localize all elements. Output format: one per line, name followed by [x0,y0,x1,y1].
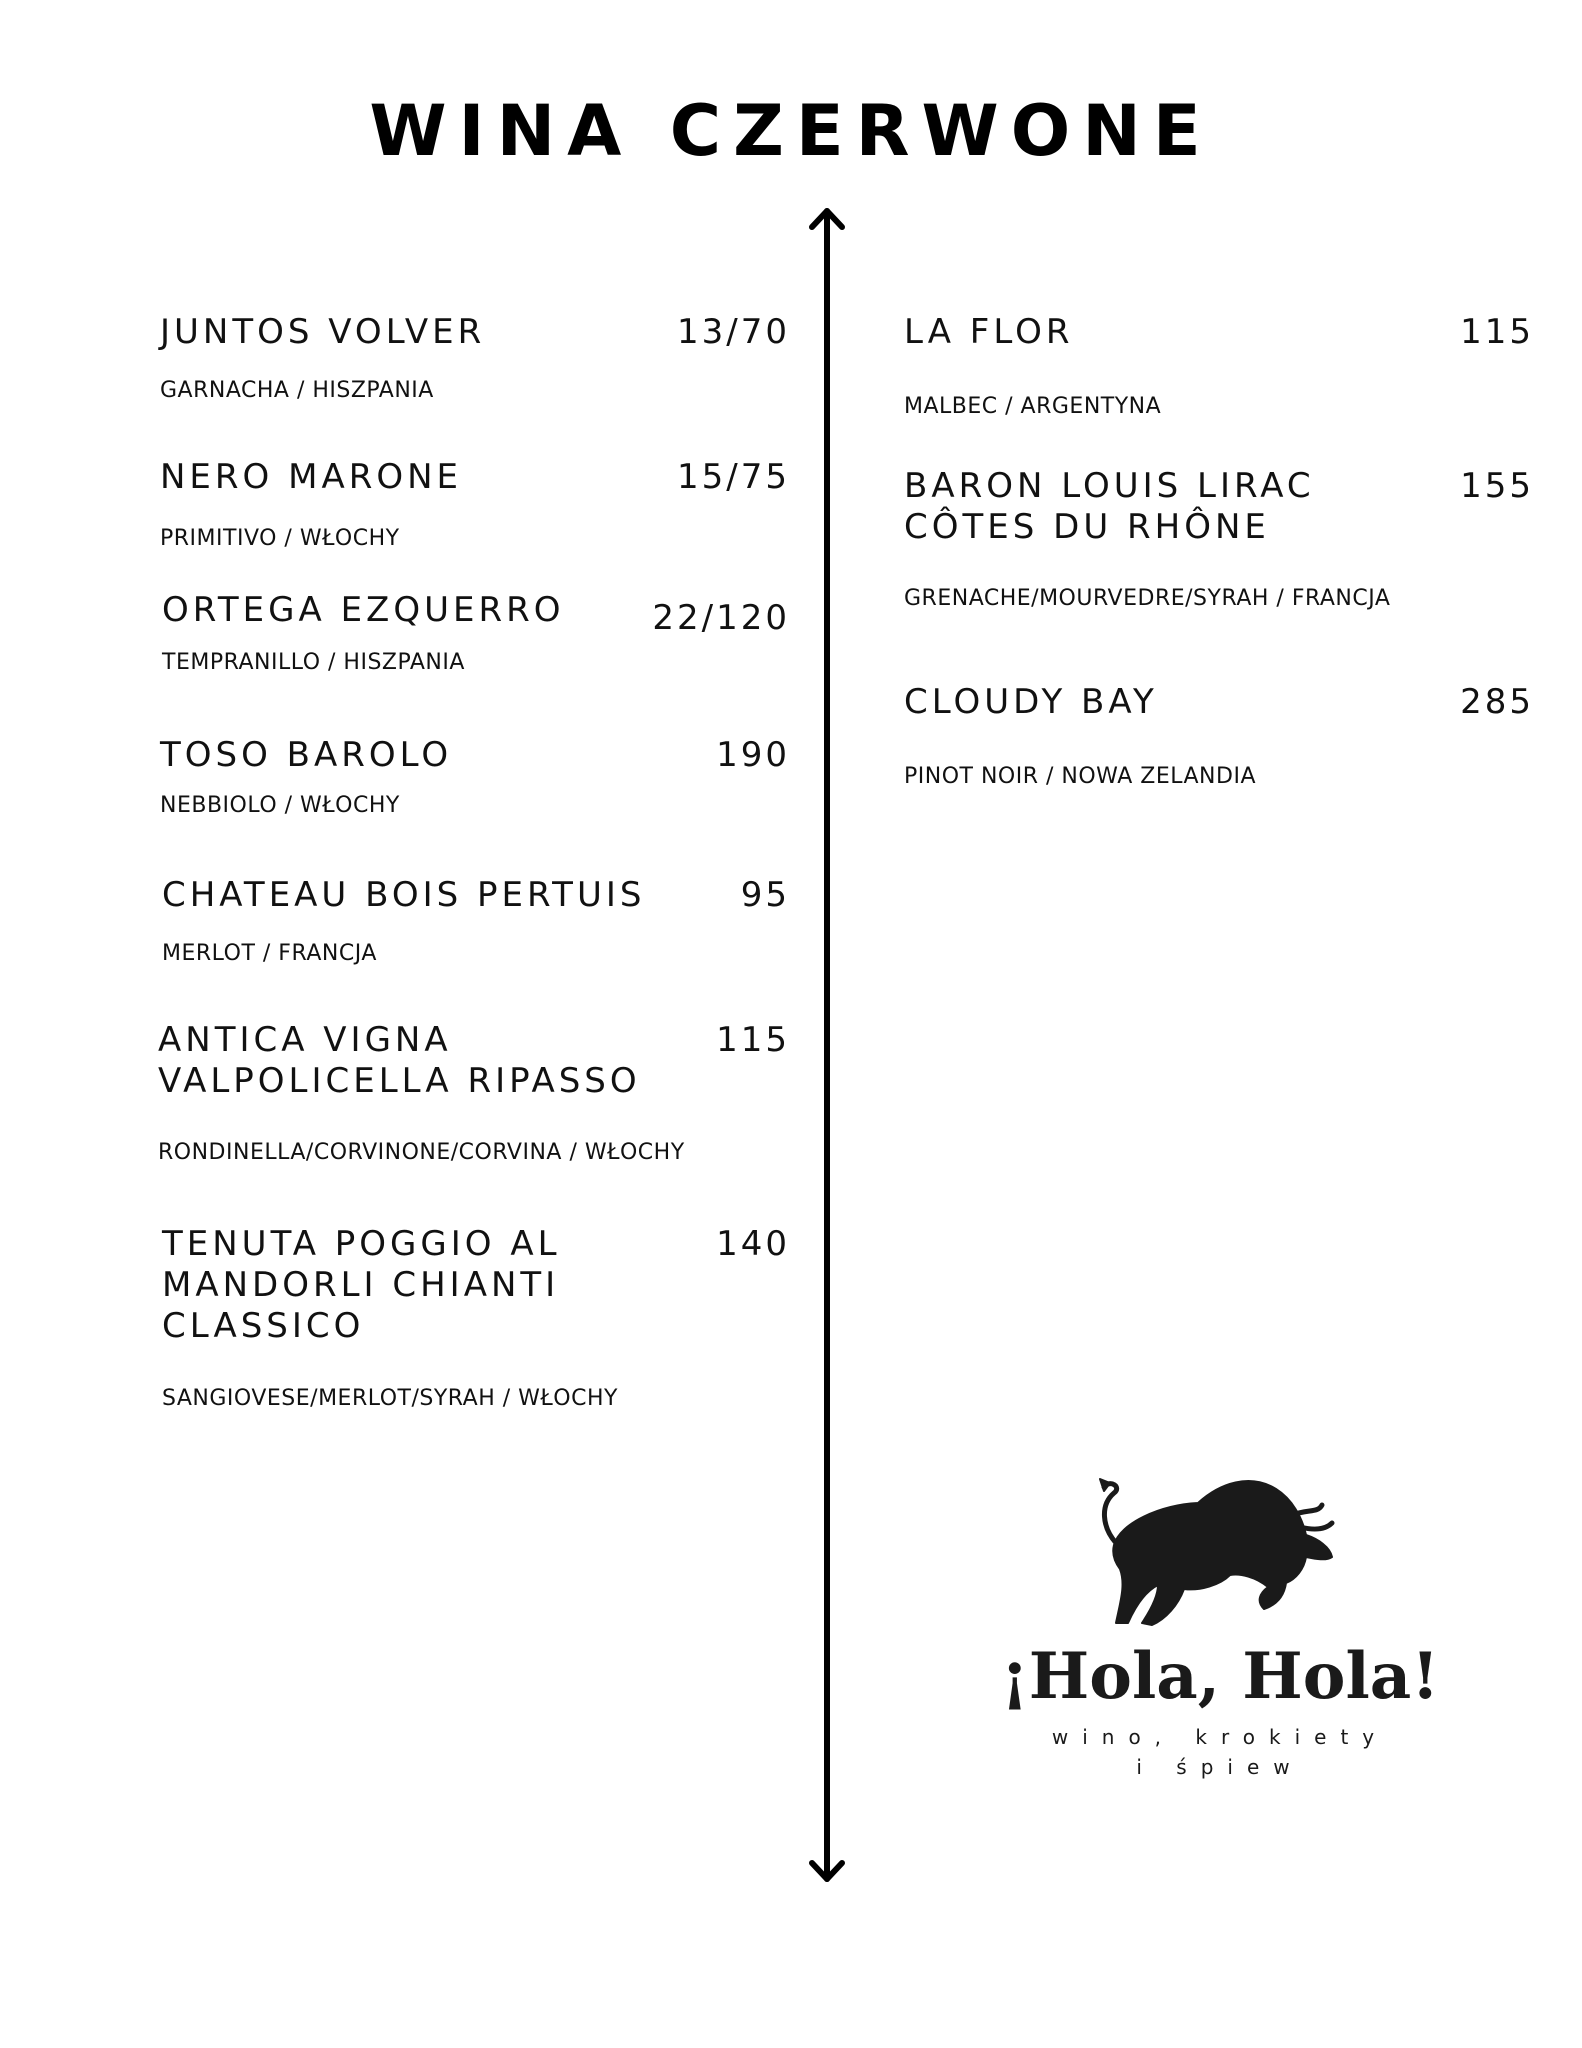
wine-item [162,590,790,680]
wine-grapes: SANGIOVESE/MERLOT/SYRAH / WŁOCHY [162,1386,618,1411]
wine-name: BARON LOUIS LIRAC CÔTES DU RHÔNE [904,466,1315,547]
wine-name: TOSO BAROLO [160,735,453,775]
brand-tagline: i śpiew [1136,1755,1304,1779]
wine-item [160,735,790,825]
double-arrow-divider [808,205,846,1885]
wine-name: ORTEGA EZQUERRO [162,590,565,630]
wine-grapes: GRENACHE/MOURVEDRE/SYRAH / FRANCJA [904,586,1391,611]
wine-item [158,1020,790,1170]
wine-name: JUNTOS VOLVER [160,312,486,352]
wine-item [904,312,1534,422]
wine-grapes: PRIMITIVO / WŁOCHY [160,526,400,551]
brand-tagline: wino, krokiety [1051,1725,1389,1749]
wine-price: 22/120 [652,598,790,638]
wine-name: ANTICA VIGNA VALPOLICELLA RIPASSO [158,1020,641,1101]
wine-name: TENUTA POGGIO AL MANDORLI CHIANTI CLASSICO [162,1224,561,1346]
wine-price: 115 [716,1020,790,1060]
wine-price: 13/70 [677,312,790,352]
wine-grapes: PINOT NOIR / NOWA ZELANDIA [904,764,1256,789]
wine-grapes: GARNACHA / HISZPANIA [160,378,434,403]
wine-grapes: TEMPRANILLO / HISZPANIA [162,650,465,675]
wine-price: 115 [1460,312,1534,352]
wine-grapes: RONDINELLA/CORVINONE/CORVINA / WŁOCHY [158,1140,685,1165]
wine-item [160,457,790,557]
wine-price: 285 [1460,682,1534,722]
wine-item [162,1224,790,1424]
page-title: WINA CZERWONE [369,90,1213,172]
brand-logo [980,1465,1460,1785]
wine-price: 155 [1460,466,1534,506]
brand-name: ¡Hola, Hola! [1000,1639,1440,1714]
bull-icon [1080,1465,1340,1645]
wine-price: 15/75 [677,457,790,497]
wine-price: 190 [716,735,790,775]
wine-item [160,312,790,412]
wine-name: NERO MARONE [160,457,463,497]
wine-name: CHATEAU BOIS PERTUIS [162,875,646,915]
wine-item [904,682,1534,792]
wine-item [162,875,790,975]
wine-grapes: MALBEC / ARGENTYNA [904,394,1162,419]
wine-grapes: MERLOT / FRANCJA [162,941,377,966]
wine-price: 140 [716,1224,790,1264]
wine-price: 95 [740,875,790,915]
wine-name: LA FLOR [904,312,1074,352]
wine-name: CLOUDY BAY [904,682,1158,722]
wine-grapes: NEBBIOLO / WŁOCHY [160,793,400,818]
wine-item [904,466,1534,626]
